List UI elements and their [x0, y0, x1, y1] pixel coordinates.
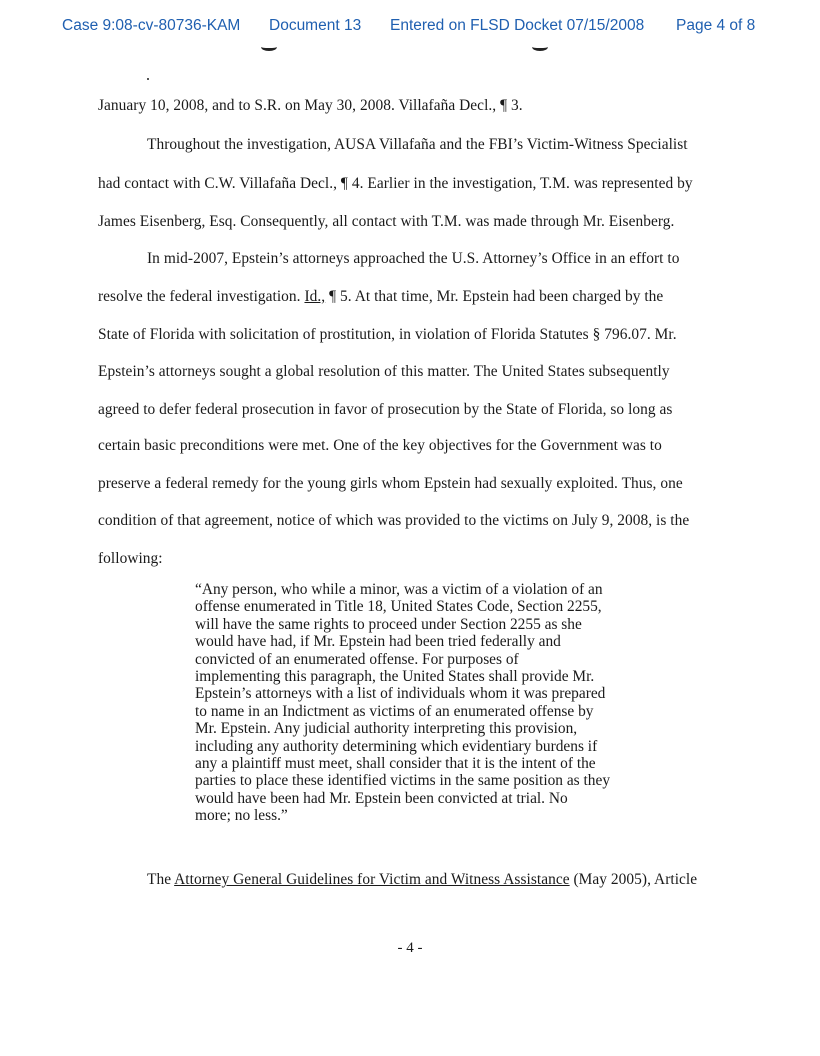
body-line-9: agreed to defer federal prosecution in favor of prosecution by the State of Florida, so long as [98, 401, 673, 418]
block-quote [195, 581, 655, 825]
scan-mark-right [532, 43, 548, 51]
body-line-6-start: resolve the federal investigation. [98, 288, 301, 305]
scan-speck [147, 78, 149, 80]
quote-line: any a plaintiff must meet, shall consider that it is the intent of the [195, 755, 596, 773]
body-line-6 [98, 288, 663, 306]
quote-line: more; no less.” [195, 807, 288, 825]
header-document-number: Document 13 [269, 17, 362, 34]
quote-line: “Any person, who while a minor, was a victim of a violation of an [195, 581, 603, 598]
body-line-7: State of Florida with solicitation of prostitution, in violation of Florida Statutes § 796.07. Mr. [98, 326, 677, 343]
body-line-10: certain basic preconditions were met. One of the key objectives for the Government was to [98, 437, 662, 454]
header-docket-entry: Entered on FLSD Docket 07/15/2008 [390, 17, 645, 34]
body-line-8: Epstein’s attorneys sought a global resolution of this matter. The United States subsequently [98, 363, 670, 380]
page-number: - 4 - [397, 940, 423, 956]
quote-line: Epstein’s attorneys with a list of individuals whom it was prepared [195, 685, 606, 703]
body-line-2: Throughout the investigation, AUSA Villafaña and the FBI’s Victim-Witness Specialist [147, 136, 688, 153]
closing-post: (May 2005), Article [569, 871, 698, 888]
body-line-4: James Eisenberg, Esq. Consequently, all contact with T.M. was made through Mr. Eisenberg. [98, 213, 675, 230]
closing-pre: The [147, 871, 175, 888]
quote-line: offense enumerated in Title 18, United States Code, Section 2255, [195, 598, 602, 616]
body-line-11: preserve a federal remedy for the young girls whom Epstein had sexually exploited. Thus, one [98, 475, 683, 492]
guidelines-title: Attorney General Guidelines for Victim and Witness Assistance [174, 871, 570, 888]
quote-line: would have been had Mr. Epstein been convicted at trial. No [195, 789, 568, 807]
quote-line: to name in an Indictment as victims of an enumerated offense by [195, 702, 594, 720]
header-case-number: Case 9:08-cv-80736-KAM [62, 17, 241, 34]
quote-line: Mr. Epstein. Any judicial authority interpreting this provision, [195, 720, 578, 738]
quote-line: parties to place these identified victims in the same position as they [195, 772, 611, 790]
body-line-6-end: ¶ 5. At that time, Mr. Epstein had been charged by the [325, 288, 664, 305]
quote-line: including any authority determining which evidentiary burdens if [195, 737, 598, 755]
body-line-3: had contact with C.W. Villafaña Decl., ¶ 4. Earlier in the investigation, T.M. was represented by [98, 175, 693, 192]
scan-mark-left [261, 43, 277, 51]
body-line-1: January 10, 2008, and to S.R. on May 30, 2008. Villafaña Decl., ¶ 3. [98, 97, 523, 114]
quote-line: would have had, if Mr. Epstein had been tried federally and [195, 633, 561, 651]
header-page-count: Page 4 of 8 [676, 17, 756, 34]
closing-line [147, 871, 697, 889]
quote-line: implementing this paragraph, the United States shall provide Mr. [195, 668, 595, 686]
quote-line: will have the same rights to proceed under Section 2255 as she [195, 615, 582, 633]
id-citation: Id., [304, 288, 326, 305]
body-line-5: In mid-2007, Epstein’s attorneys approached the U.S. Attorney’s Office in an effort to [147, 250, 680, 267]
body-line-12: condition of that agreement, notice of which was provided to the victims on July 9, 2008, is the [98, 512, 690, 529]
quote-line: convicted of an enumerated offense. For purposes of [195, 650, 519, 668]
body-line-13: following: [98, 550, 163, 567]
